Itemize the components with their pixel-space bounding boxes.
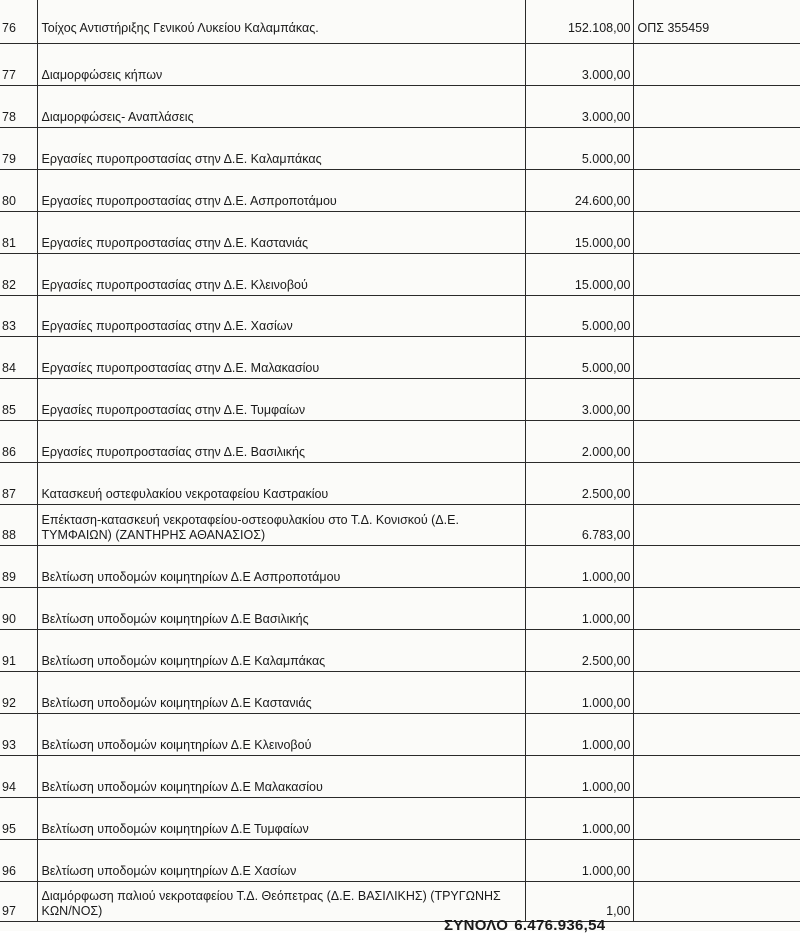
row-number: 81 bbox=[0, 211, 37, 253]
table-row bbox=[0, 504, 800, 545]
row-reference bbox=[633, 755, 800, 797]
row-reference bbox=[633, 378, 800, 420]
row-number: 85 bbox=[0, 378, 37, 420]
table-row bbox=[0, 462, 800, 504]
table-row bbox=[0, 295, 800, 336]
row-amount: 5.000,00 bbox=[525, 336, 633, 378]
table-row bbox=[0, 253, 800, 295]
row-amount: 1.000,00 bbox=[525, 797, 633, 839]
row-reference bbox=[633, 253, 800, 295]
row-reference bbox=[633, 504, 800, 545]
row-number: 93 bbox=[0, 713, 37, 755]
row-number: 76 bbox=[0, 0, 37, 43]
row-amount: 1.000,00 bbox=[525, 587, 633, 629]
row-reference bbox=[633, 336, 800, 378]
row-amount: 5.000,00 bbox=[525, 127, 633, 169]
table-row bbox=[0, 211, 800, 253]
row-amount: 5.000,00 bbox=[525, 295, 633, 336]
row-number: 82 bbox=[0, 253, 37, 295]
row-amount: 15.000,00 bbox=[525, 211, 633, 253]
row-number: 80 bbox=[0, 169, 37, 211]
table-row bbox=[0, 629, 800, 671]
row-amount: 6.783,00 bbox=[525, 504, 633, 545]
row-reference: ΟΠΣ 355459 bbox=[633, 0, 800, 43]
row-amount: 1.000,00 bbox=[525, 755, 633, 797]
row-description: Εργασίες πυροπροστασίας στην Δ.Ε. Ασπροποτάμου bbox=[37, 169, 525, 211]
row-reference bbox=[633, 169, 800, 211]
row-description: Εργασίες πυροπροστασίας στην Δ.Ε. Καστανιάς bbox=[37, 211, 525, 253]
row-number: 83 bbox=[0, 295, 37, 336]
row-amount: 1,00 bbox=[525, 881, 633, 921]
row-description: Εργασίες πυροπροστασίας στην Δ.Ε. Κλεινοβού bbox=[37, 253, 525, 295]
row-number: 96 bbox=[0, 839, 37, 881]
row-description: Διαμορφώσεις- Αναπλάσεις bbox=[37, 85, 525, 127]
row-reference bbox=[633, 881, 800, 921]
row-number: 90 bbox=[0, 587, 37, 629]
row-number: 94 bbox=[0, 755, 37, 797]
table-row bbox=[0, 43, 800, 85]
row-reference bbox=[633, 545, 800, 587]
row-amount: 2.000,00 bbox=[525, 420, 633, 462]
row-reference bbox=[633, 671, 800, 713]
row-number: 79 bbox=[0, 127, 37, 169]
table-row bbox=[0, 755, 800, 797]
row-amount: 15.000,00 bbox=[525, 253, 633, 295]
row-reference bbox=[633, 85, 800, 127]
row-amount: 2.500,00 bbox=[525, 462, 633, 504]
row-description: Τοίχος Αντιστήριξης Γενικού Λυκείου Καλαμπάκας. bbox=[37, 0, 525, 43]
table-row bbox=[0, 671, 800, 713]
row-number: 92 bbox=[0, 671, 37, 713]
row-reference bbox=[633, 211, 800, 253]
row-reference bbox=[633, 797, 800, 839]
row-number: 78 bbox=[0, 85, 37, 127]
table-row bbox=[0, 127, 800, 169]
row-description: Βελτίωση υποδομών κοιμητηρίων Δ.Ε Καλαμπάκας bbox=[37, 629, 525, 671]
table-row bbox=[0, 545, 800, 587]
row-description: Εργασίες πυροπροστασίας στην Δ.Ε. Βασιλικής bbox=[37, 420, 525, 462]
row-number: 95 bbox=[0, 797, 37, 839]
row-description: Βελτίωση υποδομών κοιμητηρίων Δ.Ε Μαλακασίου bbox=[37, 755, 525, 797]
row-description: Διαμορφώσεις κήπων bbox=[37, 43, 525, 85]
row-reference bbox=[633, 420, 800, 462]
row-description: Βελτίωση υποδομών κοιμητηρίων Δ.Ε Ασπροποτάμου bbox=[37, 545, 525, 587]
row-reference bbox=[633, 839, 800, 881]
row-reference bbox=[633, 127, 800, 169]
row-description: Βελτίωση υποδομών κοιμητηρίων Δ.Ε Κλεινοβού bbox=[37, 713, 525, 755]
row-description: Βελτίωση υποδομών κοιμητηρίων Δ.Ε Χασίων bbox=[37, 839, 525, 881]
table-row bbox=[0, 420, 800, 462]
total-value: 6.476.936,54 bbox=[514, 917, 606, 934]
table-row bbox=[0, 336, 800, 378]
row-description: Εργασίες πυροπροστασίας στην Δ.Ε. Τυμφαίων bbox=[37, 378, 525, 420]
row-amount: 24.600,00 bbox=[525, 169, 633, 211]
row-description: Διαμόρφωση παλιού νεκροταφείου Τ.Δ. Θεόπετρας (Δ.Ε. ΒΑΣΙΛΙΚΗΣ) (ΤΡΥΓΩΝΗΣ ΚΩΝ/ΝΟΣ) bbox=[37, 881, 525, 921]
row-number: 88 bbox=[0, 504, 37, 545]
row-description: Εργασίες πυροπροστασίας στην Δ.Ε. Μαλακασίου bbox=[37, 336, 525, 378]
table-row bbox=[0, 85, 800, 127]
row-amount: 3.000,00 bbox=[525, 85, 633, 127]
row-reference bbox=[633, 462, 800, 504]
row-amount: 1.000,00 bbox=[525, 839, 633, 881]
row-reference bbox=[633, 587, 800, 629]
row-number: 87 bbox=[0, 462, 37, 504]
row-number: 84 bbox=[0, 336, 37, 378]
row-number: 97 bbox=[0, 881, 37, 921]
row-amount: 1.000,00 bbox=[525, 713, 633, 755]
table-row bbox=[0, 378, 800, 420]
row-description: Βελτίωση υποδομών κοιμητηρίων Δ.Ε Βασιλικής bbox=[37, 587, 525, 629]
row-number: 77 bbox=[0, 43, 37, 85]
table-row bbox=[0, 881, 800, 921]
row-amount: 2.500,00 bbox=[525, 629, 633, 671]
table-row bbox=[0, 839, 800, 881]
grand-total bbox=[444, 917, 611, 934]
row-description: Βελτίωση υποδομών κοιμητηρίων Δ.Ε Καστανιάς bbox=[37, 671, 525, 713]
row-description: Βελτίωση υποδομών κοιμητηρίων Δ.Ε Τυμφαίων bbox=[37, 797, 525, 839]
table-row bbox=[0, 169, 800, 211]
row-description: Εργασίες πυροπροστασίας στην Δ.Ε. Καλαμπάκας bbox=[37, 127, 525, 169]
row-amount: 3.000,00 bbox=[525, 43, 633, 85]
row-amount: 3.000,00 bbox=[525, 378, 633, 420]
row-number: 89 bbox=[0, 545, 37, 587]
row-description: Κατασκευή οστεφυλακίου νεκροταφείου Καστρακίου bbox=[37, 462, 525, 504]
row-amount: 152.108,00 bbox=[525, 0, 633, 43]
row-description: Εργασίες πυροπροστασίας στην Δ.Ε. Χασίων bbox=[37, 295, 525, 336]
row-number: 91 bbox=[0, 629, 37, 671]
table-row bbox=[0, 713, 800, 755]
row-reference bbox=[633, 295, 800, 336]
total-label: ΣΥΝΟΛΟ bbox=[444, 917, 509, 934]
row-reference bbox=[633, 43, 800, 85]
table-row bbox=[0, 797, 800, 839]
row-reference bbox=[633, 713, 800, 755]
row-amount: 1.000,00 bbox=[525, 545, 633, 587]
row-number: 86 bbox=[0, 420, 37, 462]
row-amount: 1.000,00 bbox=[525, 671, 633, 713]
table-row bbox=[0, 0, 800, 43]
table-row bbox=[0, 587, 800, 629]
row-reference bbox=[633, 629, 800, 671]
row-description: Επέκταση-κατασκευή νεκροταφείου-οστεοφυλακίου στο Τ.Δ. Κονισκού (Δ.Ε. ΤΥΜΦΑΙΩΝ) (ΖΑΝΤΗΡΗΣ ΑΘΑΝΑΣΙΟΣ) bbox=[37, 504, 525, 545]
